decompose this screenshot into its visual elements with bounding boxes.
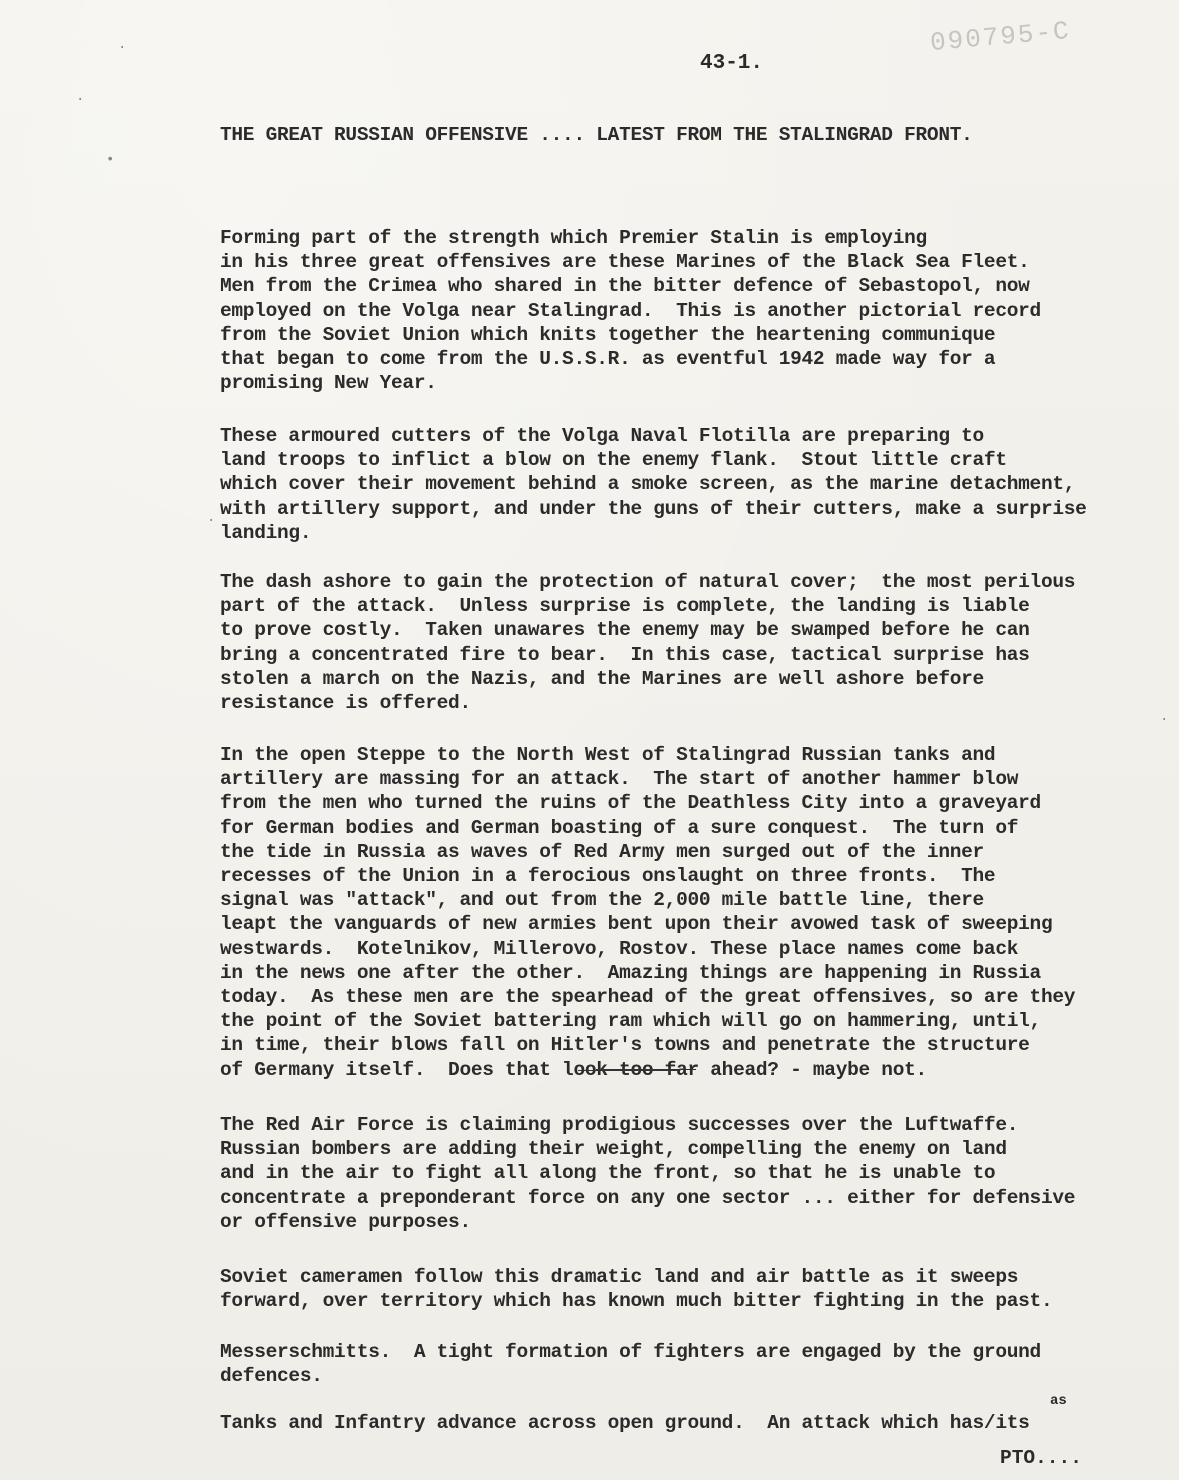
margin-speck: · bbox=[1160, 712, 1169, 728]
underline-look-too bbox=[596, 1069, 696, 1070]
paragraph-dash-ashore: The dash ashore to gain the protection of natural cover; the most perilous part of the attack. Unless surprise is complete, the landing is liable to prove costly. Taken unawares the enemy may be swamped before he can bring a concentrated fire to bear. In this case, tactical surprise has stolen a march on the Nazis, and the Marines are well ashore before resistance is offered. bbox=[220, 571, 1076, 715]
margin-speck: · bbox=[207, 513, 216, 529]
margin-speck: · bbox=[118, 40, 127, 56]
page-number: 43-1. bbox=[700, 52, 764, 75]
paragraph-marines: Forming part of the strength which Premier Stalin is employing in his three great offensives are these Marines of the Black Sea Fleet. Men from the Crimea who shared in the bitter defence of Sebastopol, now employed on the Volga near Stalingrad. This is another pictorial record from the Soviet Union which knits together the heartening communique that began to come from the U.S.S.R. as eventful 1942 made way for a promising New Year. bbox=[220, 227, 1041, 395]
page-turn-note: PTO.... bbox=[1000, 1447, 1082, 1469]
paragraph-open-steppe: In the open Steppe to the North West of Stalingrad Russian tanks and artillery are massing for an attack. The start of another hammer blow from the men who turned the ruins of the Deathless City into a graveyard for German bodies and German boasting of a sure conquest. The turn of the tide in Russia as waves of Red Army men surged out of the inner recesses of the Union in a ferocious onslaught on three fronts. The signal was "attack", and out from the 2,000 mile battle line, there leapt the vanguards of new armies bent upon their avowed task of sweeping westwards. Kotelnikov, Millerovo, Rostov. These place names come back in the news one after the other. Amazing things are happening in Russia today. As these men are the spearhead of the great offensives, so are they the point of the Soviet battering ram which will go on hammering, until, in time, their blows fall on Hitler's towns and penetrate the structure of Germany itself. Does that look too far ahead? - maybe not. bbox=[220, 744, 1076, 1081]
paragraph-messerschmitts: Messerschmitts. A tight formation of fighters are engaged by the ground defences. bbox=[220, 1341, 1041, 1388]
document-heading: THE GREAT RUSSIAN OFFENSIVE .... LATEST FROM THE STALINGRAD FRONT. bbox=[220, 124, 973, 146]
underline-hitlers bbox=[578, 1070, 678, 1071]
handwritten-insertion: as bbox=[1050, 1393, 1067, 1409]
paragraph-armoured-cutters: These armoured cutters of the Volga Naval Flotilla are preparing to land troops to inflict a blow on the enemy flank. Stout little craft which cover their movement behind a smoke screen, as the marine detachment, with artillery support, and under the guns of their cutters, make a surprise landing. bbox=[220, 425, 1087, 544]
paragraph-tanks-infantry: Tanks and Infantry advance across open ground. An attack which has/its bbox=[220, 1412, 1030, 1434]
archive-stamp-number: 090795-C bbox=[928, 15, 1072, 59]
paragraph-red-air-force: The Red Air Force is claiming prodigious successes over the Luftwaffe. Russian bombers are adding their weight, compelling the enemy on land and in the air to fight all along the front, so that he is unable to concentrate a preponderant force on any one sector ... either for defensive or offensive purposes. bbox=[220, 1114, 1076, 1233]
margin-speck: • bbox=[106, 152, 115, 168]
margin-speck: · bbox=[76, 92, 85, 108]
paragraph-soviet-cameramen: Soviet cameramen follow this dramatic land and air battle as it sweeps forward, over territory which has known much bitter fighting in the past. bbox=[220, 1266, 1053, 1313]
